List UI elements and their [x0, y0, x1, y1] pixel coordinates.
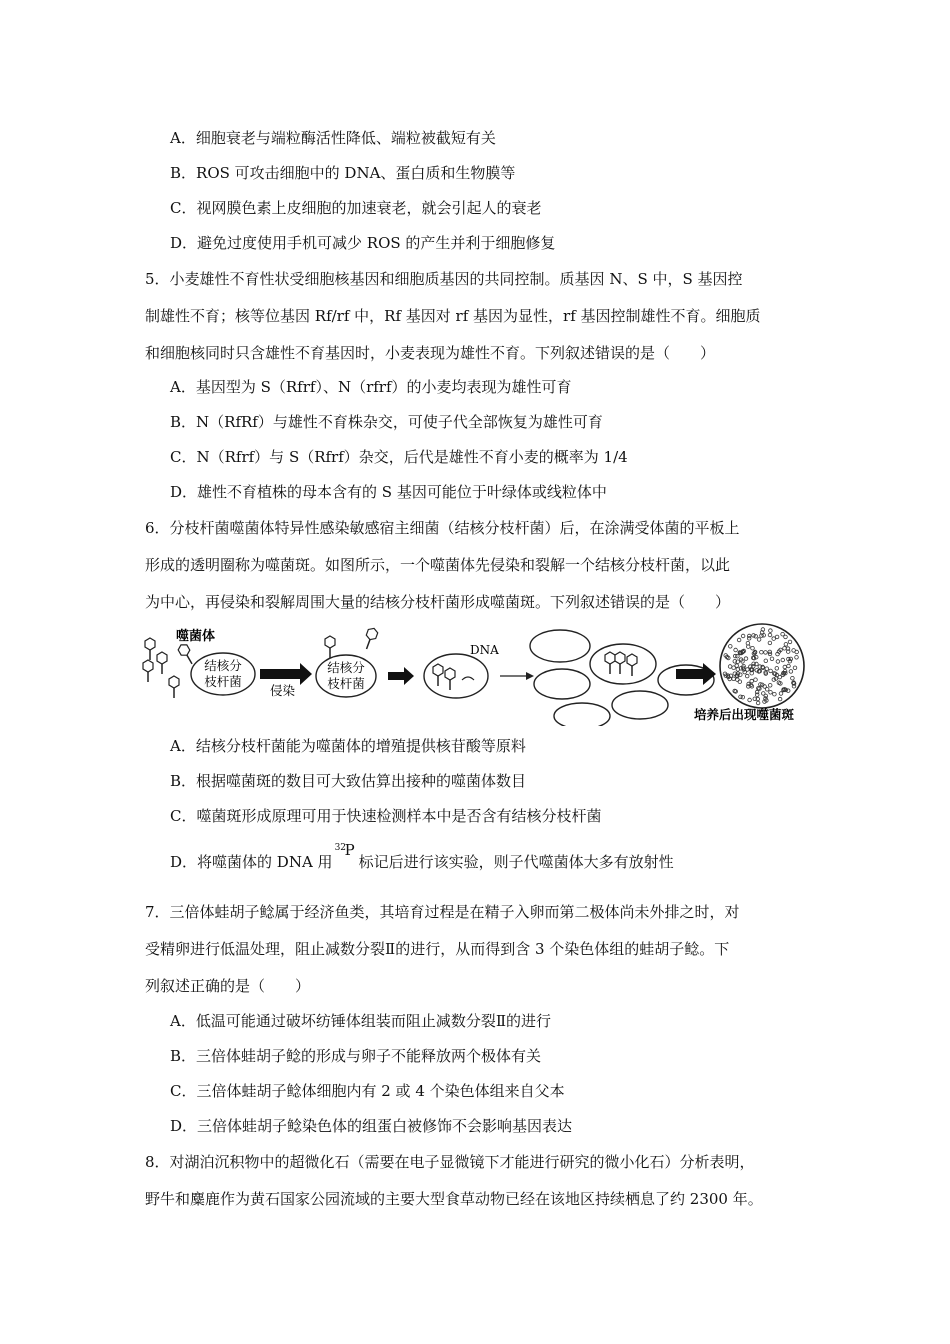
q6-option-a: A．结核分枝杆菌能为噬菌体的增殖提供核苷酸等原料 [170, 737, 526, 755]
bacterium-label-2a: 结核分 [327, 660, 365, 675]
infect-label: 侵染 [270, 683, 296, 698]
q5-stem-line1: 5．小麦雄性不育性状受细胞核基因和细胞质基因的共同控制。质基因 N、S 中，S 基因控 [145, 270, 743, 288]
bacterium-label-2b: 枝杆菌 [327, 676, 365, 691]
q4-option-d: D．避免过度使用手机可减少 ROS 的产生并利于细胞修复 [170, 234, 556, 252]
q6-option-d-before: D．将噬菌体的 DNA 用 [170, 853, 333, 871]
arrow-1 [260, 663, 312, 685]
bacterium-label-1a: 结核分 [204, 658, 242, 673]
q5-option-d: D．雄性不育植株的母本含有的 S 基因可能位于叶绿体或线粒体中 [170, 483, 607, 501]
q8-stem-line1: 8．对湖泊沉积物中的超微化石（需要在电子显微镜下才能进行研究的微小化石）分析表明， [145, 1153, 755, 1171]
q6-stem-line1: 6．分枝杆菌噬菌体特异性感染敏感宿主细菌（结核分枝杆菌）后，在涂满受体菌的平板上 [145, 519, 740, 537]
q6-option-c: C．噬菌斑形成原理可用于快速检测样本中是否含有结核分枝杆菌 [170, 807, 602, 825]
dna-label: DNA [470, 643, 499, 657]
q7-option-a: A．低温可能通过破坏纺锤体组装而阻止减数分裂Ⅱ的进行 [170, 1012, 552, 1030]
q7-option-d: D．三倍体蛙胡子鲶染色体的组蛋白被修饰不会影响基因表达 [170, 1117, 573, 1135]
q7-stem-line2: 受精卵进行低温处理，阻止减数分裂Ⅱ的进行，从而得到含 3 个染色体组的蛙胡子鲶。下 [145, 940, 730, 958]
q6-option-b: B．根据噬菌斑的数目可大致估算出接种的噬菌体数目 [170, 772, 527, 790]
q6-stem-line3: 为中心，再侵染和裂解周围大量的结核分枝杆菌形成噬菌斑。下列叙述错误的是（ ） [145, 593, 731, 611]
bacterium-label-1b: 枝杆菌 [204, 674, 242, 689]
q8-stem-line2: 野牛和麋鹿作为黄石国家公园流域的主要大型食草动物已经在该地区持续栖息了约 2300 年。 [145, 1190, 763, 1208]
q5-option-a: A．基因型为 S（Rfrf）、N（rfrf）的小麦均表现为雄性可育 [170, 378, 572, 396]
q5-option-c: C．N（Rfrf）与 S（Rfrf）杂交，后代是雄性不育小麦的概率为 1/4 [170, 448, 628, 466]
q6-option-d-after: 标记后进行该实验，则子代噬菌体大多有放射性 [358, 853, 674, 871]
q4-option-c: C．视网膜色素上皮细胞的加速衰老，就会引起人的衰老 [170, 199, 542, 217]
q7-option-c: C．三倍体蛙胡子鲶体细胞内有 2 或 4 个染色体组来自父本 [170, 1082, 565, 1100]
diagram-svg [140, 622, 820, 726]
isotope-element: P [344, 841, 355, 859]
stage1-phages [143, 638, 196, 698]
arrow-2 [388, 667, 414, 685]
q7-option-b: B．三倍体蛙胡子鲶的形成与卵子不能释放两个极体有关 [170, 1047, 542, 1065]
phage-label: 噬菌体 [176, 629, 216, 644]
isotope-mass-number: 32 [334, 843, 347, 853]
result-label: 培养后出现噬菌斑 [693, 707, 795, 722]
bacterium-3 [424, 654, 488, 698]
q5-stem-line2: 制雄性不育；核等位基因 Rf/rf 中，Rf 基因对 rf 基因为显性，rf 基因控制雄性不育。细胞质 [145, 307, 761, 325]
phage-infection-diagram [140, 622, 820, 726]
q5-option-b: B．N（RfRf）与雄性不育株杂交，可使子代全部恢复为雄性可育 [170, 413, 603, 431]
q6-stem-line2: 形成的透明圈称为噬菌斑。如图所示，一个噬菌体先侵染和裂解一个结核分枝杆菌，以此 [145, 556, 731, 574]
stage2-phages [325, 627, 379, 658]
q4-option-b: B．ROS 可攻击细胞中的 DNA、蛋白质和生物膜等 [170, 164, 516, 182]
q5-stem-line3: 和细胞核同时只含雄性不育基因时，小麦表现为雄性不育。下列叙述错误的是（ ） [145, 344, 716, 362]
q7-stem-line3: 列叙述正确的是（ ） [145, 977, 311, 995]
q4-option-a: A．细胞衰老与端粒酶活性降低、端粒被截短有关 [170, 129, 496, 147]
q6-option-d [170, 841, 674, 872]
q7-stem-line1: 7．三倍体蛙胡子鲶属于经济鱼类，其培育过程是在精子入卵而第二极体尚未外排之时，对 [145, 903, 740, 921]
